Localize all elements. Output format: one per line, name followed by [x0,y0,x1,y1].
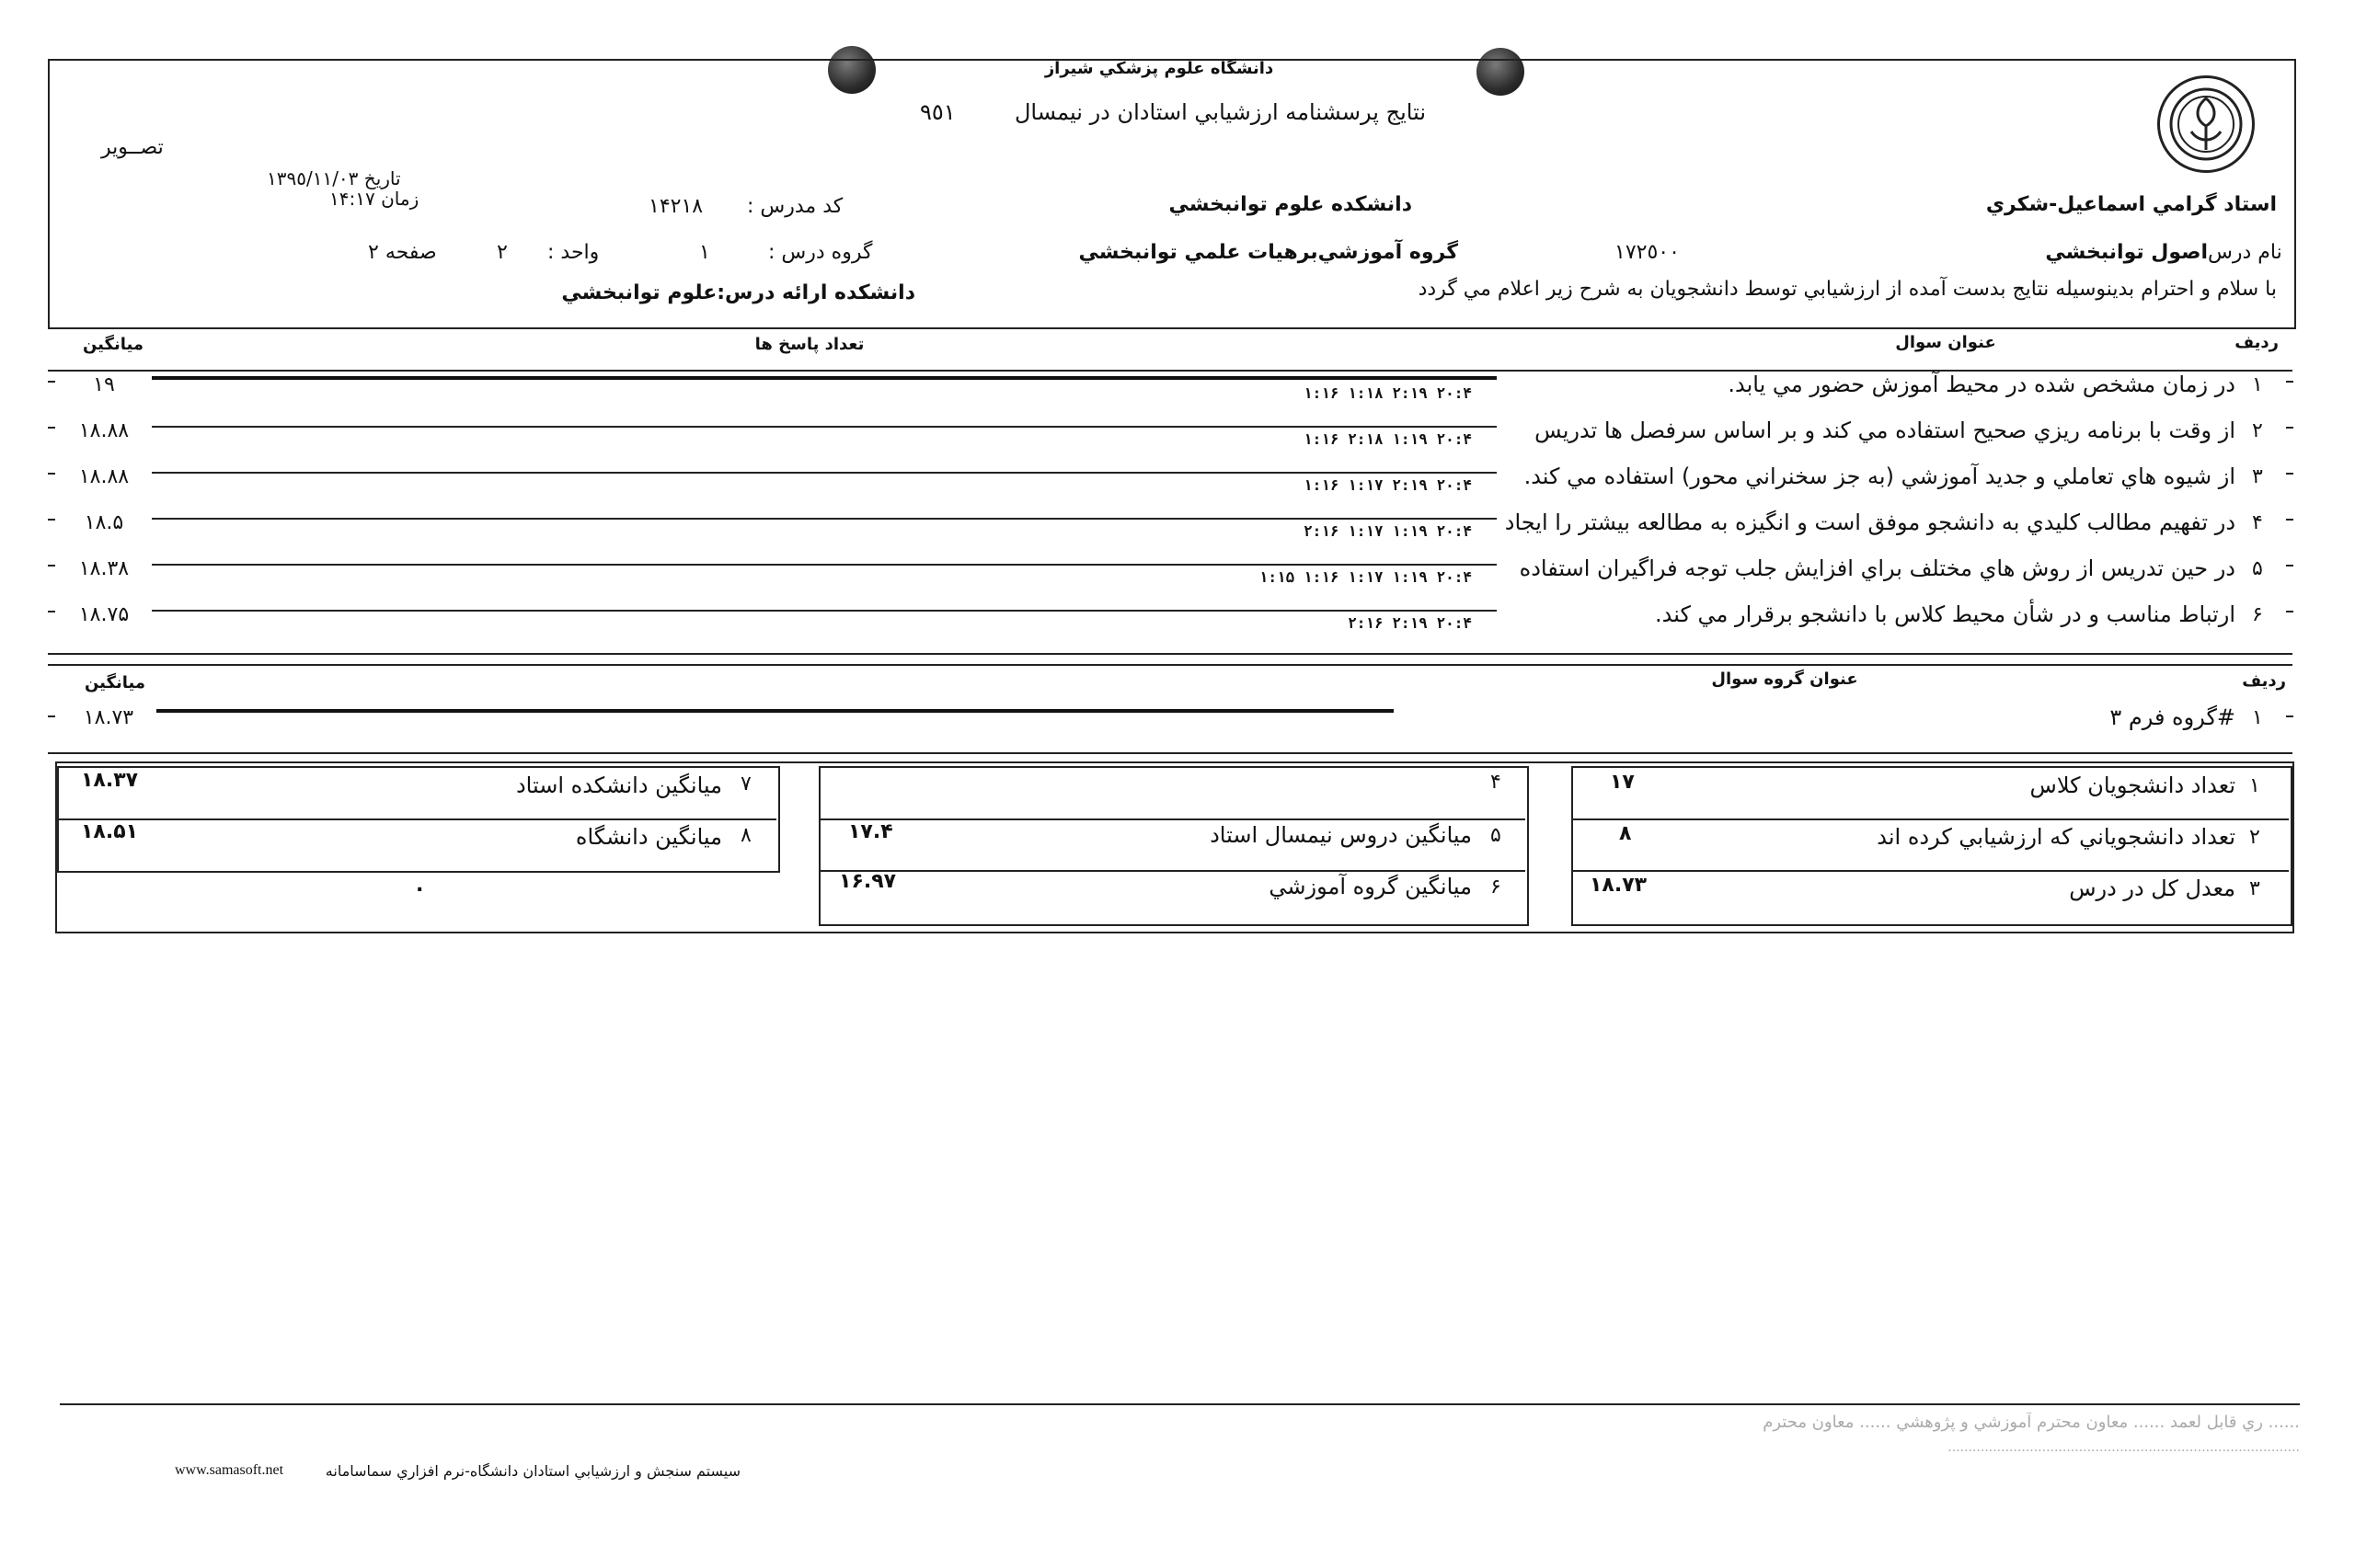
summary-value: ١٨.٧٣ [1590,874,1648,897]
response-bar [152,610,1497,612]
response-counts: ۴:٢٠ ٢:١٩ ٢:١۶ [1348,614,1472,632]
summary-num: ٢ [2249,826,2260,849]
university-name: دانشگاه علوم پزشكي شيراز [1044,59,1274,78]
footer-system-name: سيستم سنجش و ارزشيابي استادان دانشگاه-نرم افزاري سماسامانه [325,1462,741,1480]
response-counts: ۴:٢٠ ١:١٩ ١:١٧ ١:١۶ ١:١۵ [1258,568,1472,586]
groups-col-title: عنوان گروه سوال [1711,670,1858,689]
summary-num: ۶ [1490,876,1501,898]
summary-num: ۴ [1490,771,1501,794]
teacher-code-label: كد مدرس : [747,195,844,218]
response-counts: ۴:٢٠ ١:١٩ ١:١٧ ٢:١۶ [1303,522,1472,540]
question-avg: ١٨.٨٨ [78,465,130,488]
summary-num: ۵ [1490,824,1501,847]
question-num: ٣ [2252,465,2263,488]
summary-label-faculty-average: ميانگين دانشكده استاد [515,773,722,798]
question-text: در تفهيم مطالب كليدي به دانشجو موفق است و انگيزه به مطالعه بيشتر را ايجاد [1504,509,2235,535]
summary-value: ١٧.۴ [848,820,893,843]
questions-col-title: عنوان سوال [1895,333,1996,352]
question-text: ارتباط مناسب و در شأن محيط كلاس با دانشجو برقرار مي كند. [1655,601,2235,627]
semester-number: ٩٥١ [920,99,956,125]
summary-label-semester-average: ميانگين دروس نيمسال استاد [1210,822,1472,848]
summary-label-class-students: تعداد دانشجويان كلاس [2029,773,2235,798]
questions-col-avg: ميانگين [82,335,144,354]
summary-label-evaluators: تعداد دانشجوياني كه ارزشيابي كرده اند [1877,824,2235,850]
footer-rule [60,1403,2300,1405]
summary-value: ١٨.٣٧ [81,769,139,792]
faculty-name: دانشكده علوم توانبخشي [1168,193,1412,216]
summary-num: ٧ [741,773,752,795]
footer-website[interactable]: www.samasoft.net [175,1462,284,1478]
units-label: واحد : [547,241,600,264]
group-text: #گروه فرم ٣ [2109,704,2235,730]
groups-col-row: رديف [2242,671,2286,691]
summary-value: ١۶.٩٧ [839,870,897,893]
summary-num: ٨ [741,824,752,847]
question-text: در حين تدريس از روش هاي مختلف براي افزايش جلب توجه فراگيران استفاده [1519,555,2235,581]
footer-faded-dots: ...................................................................................... [1947,1440,2300,1455]
footer-faded-note: ...... ري قابل لعمد ...... معاون محترم آموزشي و پژوهشي ...... معاون محترم [1763,1413,2300,1432]
response-bar [152,518,1497,520]
group-num: ١ [2252,706,2263,729]
summary-value: ١٧ [1610,771,1635,794]
response-bar [152,472,1497,474]
course-name: اصول توانبخشي [2045,241,2208,264]
groups-top-rule-1 [48,653,2292,655]
report-time: زمان ١۴:١٧ [329,188,419,210]
question-text: در زمان مشخص شده در محيط آموزش حضور مي يابد. [1728,372,2235,397]
question-text: از وقت با برنامه ريزي صحيح استفاده مي كند و بر اساس سرفصل ها تدريس [1534,418,2235,443]
group-avg: ١٨.٧٣ [83,706,134,729]
summary-label-department-average: ميانگين گروه آموزشي [1269,874,1472,899]
question-num: ۶ [2252,603,2263,626]
question-avg: ١٨.۵ [84,511,124,534]
professor-name: استاد گرامي اسماعيل-شكري [1985,193,2277,216]
summary-num: ٣ [2249,877,2260,900]
question-avg: ١٨.٧۵ [78,603,130,626]
course-group: ١ [699,241,710,264]
report-title: نتايج پرسشنامه ارزشيابي استادان در نيمسال [1014,99,1426,125]
question-num: ۴ [2252,511,2263,534]
summary-label-university-average: ميانگين دانشگاه [575,824,722,850]
groups-col-avg: ميانگين [84,673,146,692]
response-bar [152,426,1497,428]
course-group-label: گروه درس : [768,241,873,264]
question-avg: ١٩ [93,373,115,396]
response-counts: ۴:٢٠ ٢:١٩ ١:١٧ ١:١۶ [1303,476,1472,494]
photo-label: تصــوير [101,136,164,159]
group-bar [156,709,1394,713]
summary-value: ١٨.۵١ [81,820,139,843]
groups-bottom-rule [48,752,2292,754]
question-avg: ١٨.٣٨ [78,557,130,580]
question-avg: ١٨.٨٨ [78,419,130,442]
units-value: ٢ [497,241,508,264]
summary-label-course-average: معدل كل در درس [2069,876,2235,901]
offering-faculty: دانشكده ارائه درس:علوم توانبخشي [561,281,915,304]
course-name-label: نام درس [2208,241,2282,264]
groups-top-rule-2 [48,664,2292,666]
page-label: صفحه ٢ [368,241,437,264]
response-counts: ۴:٢٠ ٢:١٩ ١:١٨ ١:١۶ [1303,384,1472,402]
summary-dot: . [416,874,424,897]
department-name: گروه آموزشي‌برهيات علمي توانبخشي [1078,241,1458,264]
question-text: از شيوه هاي تعاملي و جديد آموزشي (به جز سخنراني محور) استفاده مي كند. [1523,464,2235,489]
intro-text: با سلام و احترام بدينوسيله نتايج بدست آمده از ارزشيابي توسط دانشجويان به شرح زير اعلام مي گردد [1418,278,2277,301]
questions-col-row: رديف [2234,333,2279,352]
course-code: ١٧٢٥٠٠ [1614,241,1680,264]
response-bar [152,376,1497,380]
teacher-code: ١۴٢١٨ [649,195,704,218]
response-counts: ۴:٢٠ ١:١٩ ٢:١٨ ١:١۶ [1303,430,1472,448]
summary-num: ١ [2249,774,2260,797]
question-num: ٢ [2252,419,2263,442]
summary-value: ٨ [1619,822,1632,845]
question-num: ۵ [2252,557,2263,580]
response-bar [152,564,1497,566]
questions-col-responses: تعداد پاسخ ها [754,335,865,354]
question-num: ١ [2252,373,2263,396]
report-date: تاريخ ١٣٩٥/١١/٠٣ [267,167,401,189]
